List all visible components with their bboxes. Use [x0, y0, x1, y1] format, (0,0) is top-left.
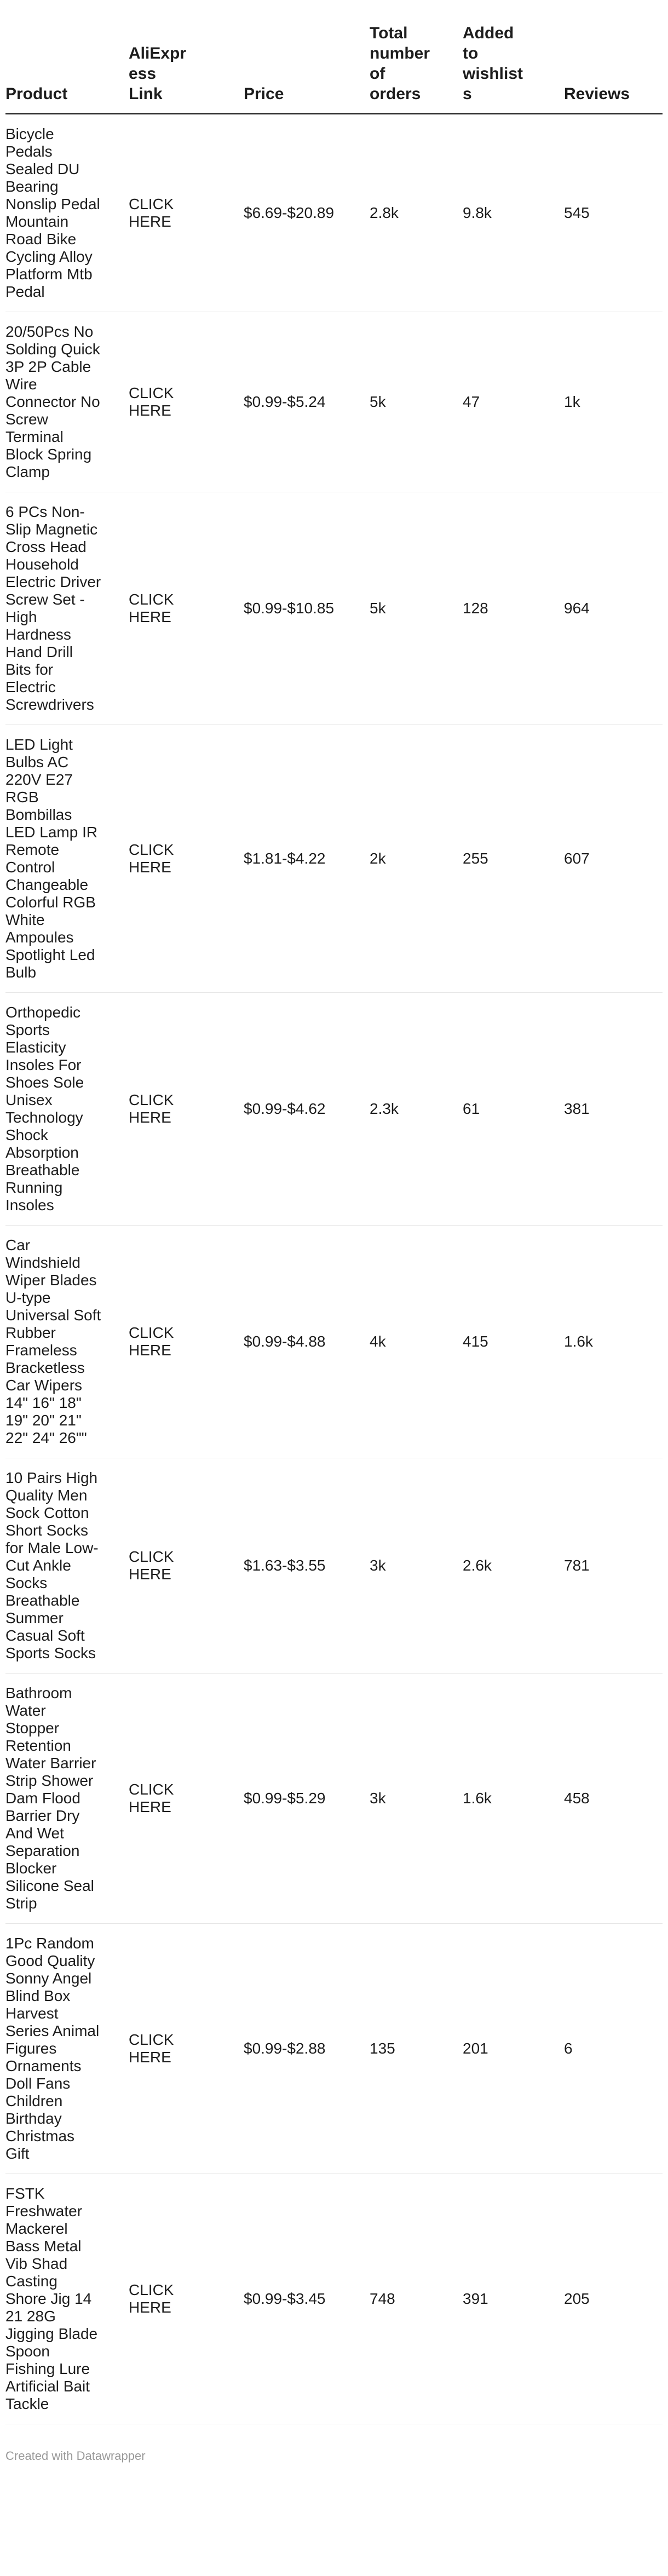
product-name: Orthopedic Sports Elasticity Insoles For Shoes Sole Unisex Technology Shock Absorption Breathable Running Insoles	[5, 993, 129, 1226]
product-name: 6 PCs Non-Slip Magnetic Cross Head Household Electric Driver Screw Set - High Hardness Hand Drill Bits for Electric Screwdrivers	[5, 492, 129, 725]
product-name: 20/50Pcs No Solding Quick 3P 2P Cable Wire Connector No Screw Terminal Block Spring Clamp	[5, 312, 129, 492]
reviews-cell: 1.6k	[564, 1226, 663, 1458]
price-cell: $0.99-$4.62	[244, 993, 370, 1226]
aliexpress-link-cell	[129, 1674, 244, 1924]
reviews-cell: 1k	[564, 312, 663, 492]
product-name: FSTK Freshwater Mackerel Bass Metal Vib Shad Casting Shore Jig 14 21 28G Jigging Blade Spoon Fishing Lure Artificial Bait Tackle	[5, 2174, 129, 2424]
aliexpress-link[interactable]: CLICK HERE	[129, 1324, 174, 1359]
column-header-total-orders[interactable]: Total number of orders	[370, 0, 463, 114]
reviews-cell: 545	[564, 114, 663, 312]
table-row	[5, 2174, 663, 2424]
price-cell: $0.99-$4.88	[244, 1226, 370, 1458]
orders-cell: 5k	[370, 492, 463, 725]
table-row	[5, 312, 663, 492]
reviews-cell: 6	[564, 1924, 663, 2174]
wishlists-cell: 391	[463, 2174, 564, 2424]
table-row	[5, 1458, 663, 1674]
aliexpress-link[interactable]: CLICK HERE	[129, 384, 174, 419]
orders-cell: 5k	[370, 312, 463, 492]
wishlists-cell: 47	[463, 312, 564, 492]
wishlists-cell: 415	[463, 1226, 564, 1458]
price-cell: $0.99-$2.88	[244, 1924, 370, 2174]
table-row	[5, 1924, 663, 2174]
wishlists-cell: 255	[463, 725, 564, 993]
orders-cell: 3k	[370, 1458, 463, 1674]
aliexpress-link-cell	[129, 1924, 244, 2174]
price-cell: $0.99-$5.24	[244, 312, 370, 492]
wishlists-cell: 9.8k	[463, 114, 564, 312]
wishlists-cell: 201	[463, 1924, 564, 2174]
reviews-cell: 458	[564, 1674, 663, 1924]
column-header-price[interactable]: Price	[244, 0, 370, 114]
aliexpress-link-cell	[129, 114, 244, 312]
product-name: Bicycle Pedals Sealed DU Bearing Nonslip Pedal Mountain Road Bike Cycling Alloy Platform Mtb Pedal	[5, 114, 129, 312]
column-header-aliexpress-link[interactable]: AliExpress Link	[129, 0, 244, 114]
table-row	[5, 114, 663, 312]
reviews-cell: 964	[564, 492, 663, 725]
table-row	[5, 1226, 663, 1458]
table-row	[5, 492, 663, 725]
aliexpress-link-cell	[129, 2174, 244, 2424]
header-row	[5, 0, 663, 114]
price-cell: $1.63-$3.55	[244, 1458, 370, 1674]
aliexpress-link[interactable]: CLICK HERE	[129, 196, 174, 230]
orders-cell: 4k	[370, 1226, 463, 1458]
reviews-cell: 781	[564, 1458, 663, 1674]
table-body	[5, 114, 663, 2424]
aliexpress-link[interactable]: CLICK HERE	[129, 2031, 174, 2066]
table-row	[5, 725, 663, 993]
orders-cell: 135	[370, 1924, 463, 2174]
product-name: 10 Pairs High Quality Men Sock Cotton Short Socks for Male Low-Cut Ankle Socks Breathable Summer Casual Soft Sports Socks	[5, 1458, 129, 1674]
price-cell: $0.99-$5.29	[244, 1674, 370, 1924]
aliexpress-link-cell	[129, 993, 244, 1226]
aliexpress-link-cell	[129, 312, 244, 492]
orders-cell: 2.3k	[370, 993, 463, 1226]
aliexpress-link[interactable]: CLICK HERE	[129, 1781, 174, 1815]
price-cell: $0.99-$10.85	[244, 492, 370, 725]
product-name: Bathroom Water Stopper Retention Water Barrier Strip Shower Dam Flood Barrier Dry And Wet Separation Blocker Silicone Seal Strip	[5, 1674, 129, 1924]
orders-cell: 748	[370, 2174, 463, 2424]
reviews-cell: 381	[564, 993, 663, 1226]
price-cell: $0.99-$3.45	[244, 2174, 370, 2424]
orders-cell: 2.8k	[370, 114, 463, 312]
aliexpress-link[interactable]: CLICK HERE	[129, 1091, 174, 1126]
column-header-reviews[interactable]: Reviews	[564, 0, 663, 114]
product-name: Car Windshield Wiper Blades U-type Universal Soft Rubber Frameless Bracketless Car Wipers 14" 16" 18" 19" 20" 21" 22" 24" 26""	[5, 1226, 129, 1458]
aliexpress-link-cell	[129, 1458, 244, 1674]
aliexpress-link[interactable]: CLICK HERE	[129, 1548, 174, 1583]
orders-cell: 3k	[370, 1674, 463, 1924]
aliexpress-link[interactable]: CLICK HERE	[129, 841, 174, 876]
reviews-cell: 205	[564, 2174, 663, 2424]
wishlists-cell: 128	[463, 492, 564, 725]
products-table	[5, 0, 663, 2424]
datawrapper-credit: Created with Datawrapper	[5, 2449, 146, 2463]
price-cell: $1.81-$4.22	[244, 725, 370, 993]
wishlists-cell: 2.6k	[463, 1458, 564, 1674]
table-row	[5, 993, 663, 1226]
wishlists-cell: 1.6k	[463, 1674, 564, 1924]
aliexpress-link-cell	[129, 725, 244, 993]
column-header-wishlists[interactable]: Added to wishlists	[463, 0, 564, 114]
aliexpress-link-cell	[129, 1226, 244, 1458]
aliexpress-link[interactable]: CLICK HERE	[129, 2281, 174, 2316]
orders-cell: 2k	[370, 725, 463, 993]
aliexpress-link[interactable]: CLICK HERE	[129, 591, 174, 625]
table-header	[5, 0, 663, 114]
aliexpress-link-cell	[129, 492, 244, 725]
table-row	[5, 1674, 663, 1924]
price-cell: $6.69-$20.89	[244, 114, 370, 312]
column-header-product[interactable]: Product	[5, 0, 129, 114]
wishlists-cell: 61	[463, 993, 564, 1226]
reviews-cell: 607	[564, 725, 663, 993]
product-name: 1Pc Random Good Quality Sonny Angel Blind Box Harvest Series Animal Figures Ornaments Doll Fans Children Birthday Christmas Gift	[5, 1924, 129, 2174]
product-name: LED Light Bulbs AC 220V E27 RGB Bombillas LED Lamp IR Remote Control Changeable Colorful RGB White Ampoules Spotlight Led Bulb	[5, 725, 129, 993]
